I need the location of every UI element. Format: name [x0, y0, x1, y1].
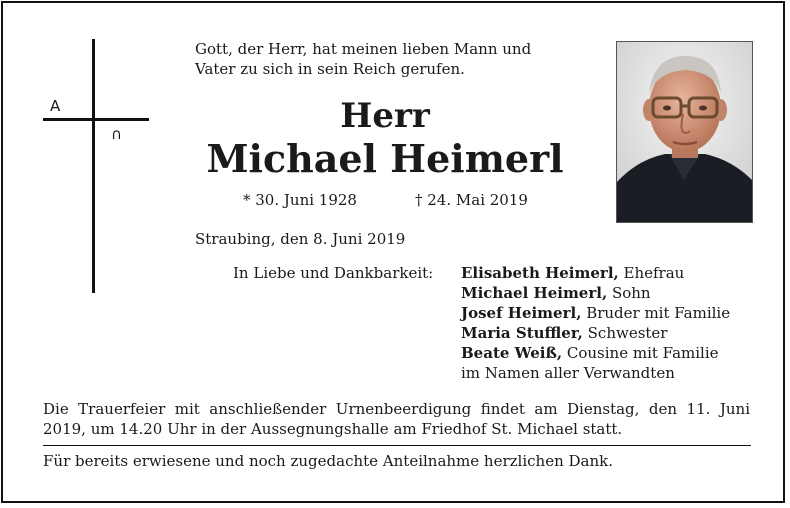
- mourners-list: [461, 263, 730, 383]
- intro-line-1: Gott, der Herr, hat meinen lieben Mann und: [195, 40, 532, 58]
- mourner-relation: Ehefrau: [618, 264, 685, 282]
- death-date: † 24. Mai 2019: [415, 191, 528, 209]
- deceased-name: Michael Heimerl: [206, 136, 564, 181]
- mourner-row: [461, 323, 730, 343]
- divider-line: [43, 445, 751, 446]
- mourner-name: Michael Heimerl,: [461, 284, 608, 302]
- portrait-illustration: [617, 42, 752, 222]
- deceased-name-block: [183, 96, 587, 182]
- intro-text: [195, 39, 605, 79]
- intro-line-2: Vater zu sich in sein Reich gerufen.: [195, 60, 465, 78]
- portrait-photo: [616, 41, 753, 223]
- place-and-date: Straubing, den 8. Juni 2019: [195, 230, 406, 248]
- mourner-row: [461, 303, 730, 323]
- mourner-name: Maria Stuffler,: [461, 324, 583, 342]
- mourner-row: [461, 283, 730, 303]
- omega-symbol: ∩: [111, 125, 122, 143]
- deceased-title: Herr: [340, 96, 430, 136]
- mourner-row: [461, 343, 730, 363]
- mourners-footer: im Namen aller Verwandten: [461, 364, 675, 382]
- alpha-symbol: A: [50, 97, 61, 115]
- obituary-notice: [1, 1, 785, 503]
- mourner-relation: Sohn: [607, 284, 651, 302]
- closing-thanks: Für bereits erwiesene und noch zugedachte Anteilnahme herzlichen Dank.: [43, 452, 613, 470]
- mourner-relation: Bruder mit Familie: [581, 304, 731, 322]
- mourner-relation: Schwester: [582, 324, 668, 342]
- cross-vertical-bar: [92, 39, 95, 293]
- thanks-label: In Liebe und Dankbarkeit:: [233, 264, 434, 282]
- mourner-name: Josef Heimerl,: [461, 304, 582, 322]
- mourner-name: Elisabeth Heimerl,: [461, 264, 619, 282]
- cross-horizontal-bar: [43, 118, 149, 121]
- mourner-relation: Cousine mit Familie: [562, 344, 719, 362]
- funeral-service-text: Die Trauerfeier mit anschließender Urnenbeerdigung findet am Dienstag, den 11. Juni 2019, um 14.20 Uhr in der Aussegnungshalle am Friedhof St. Michael statt.: [43, 400, 750, 438]
- mourner-name: Beate Weiß,: [461, 344, 563, 362]
- birth-date: * 30. Juni 1928: [243, 191, 357, 209]
- mourner-row: [461, 263, 730, 283]
